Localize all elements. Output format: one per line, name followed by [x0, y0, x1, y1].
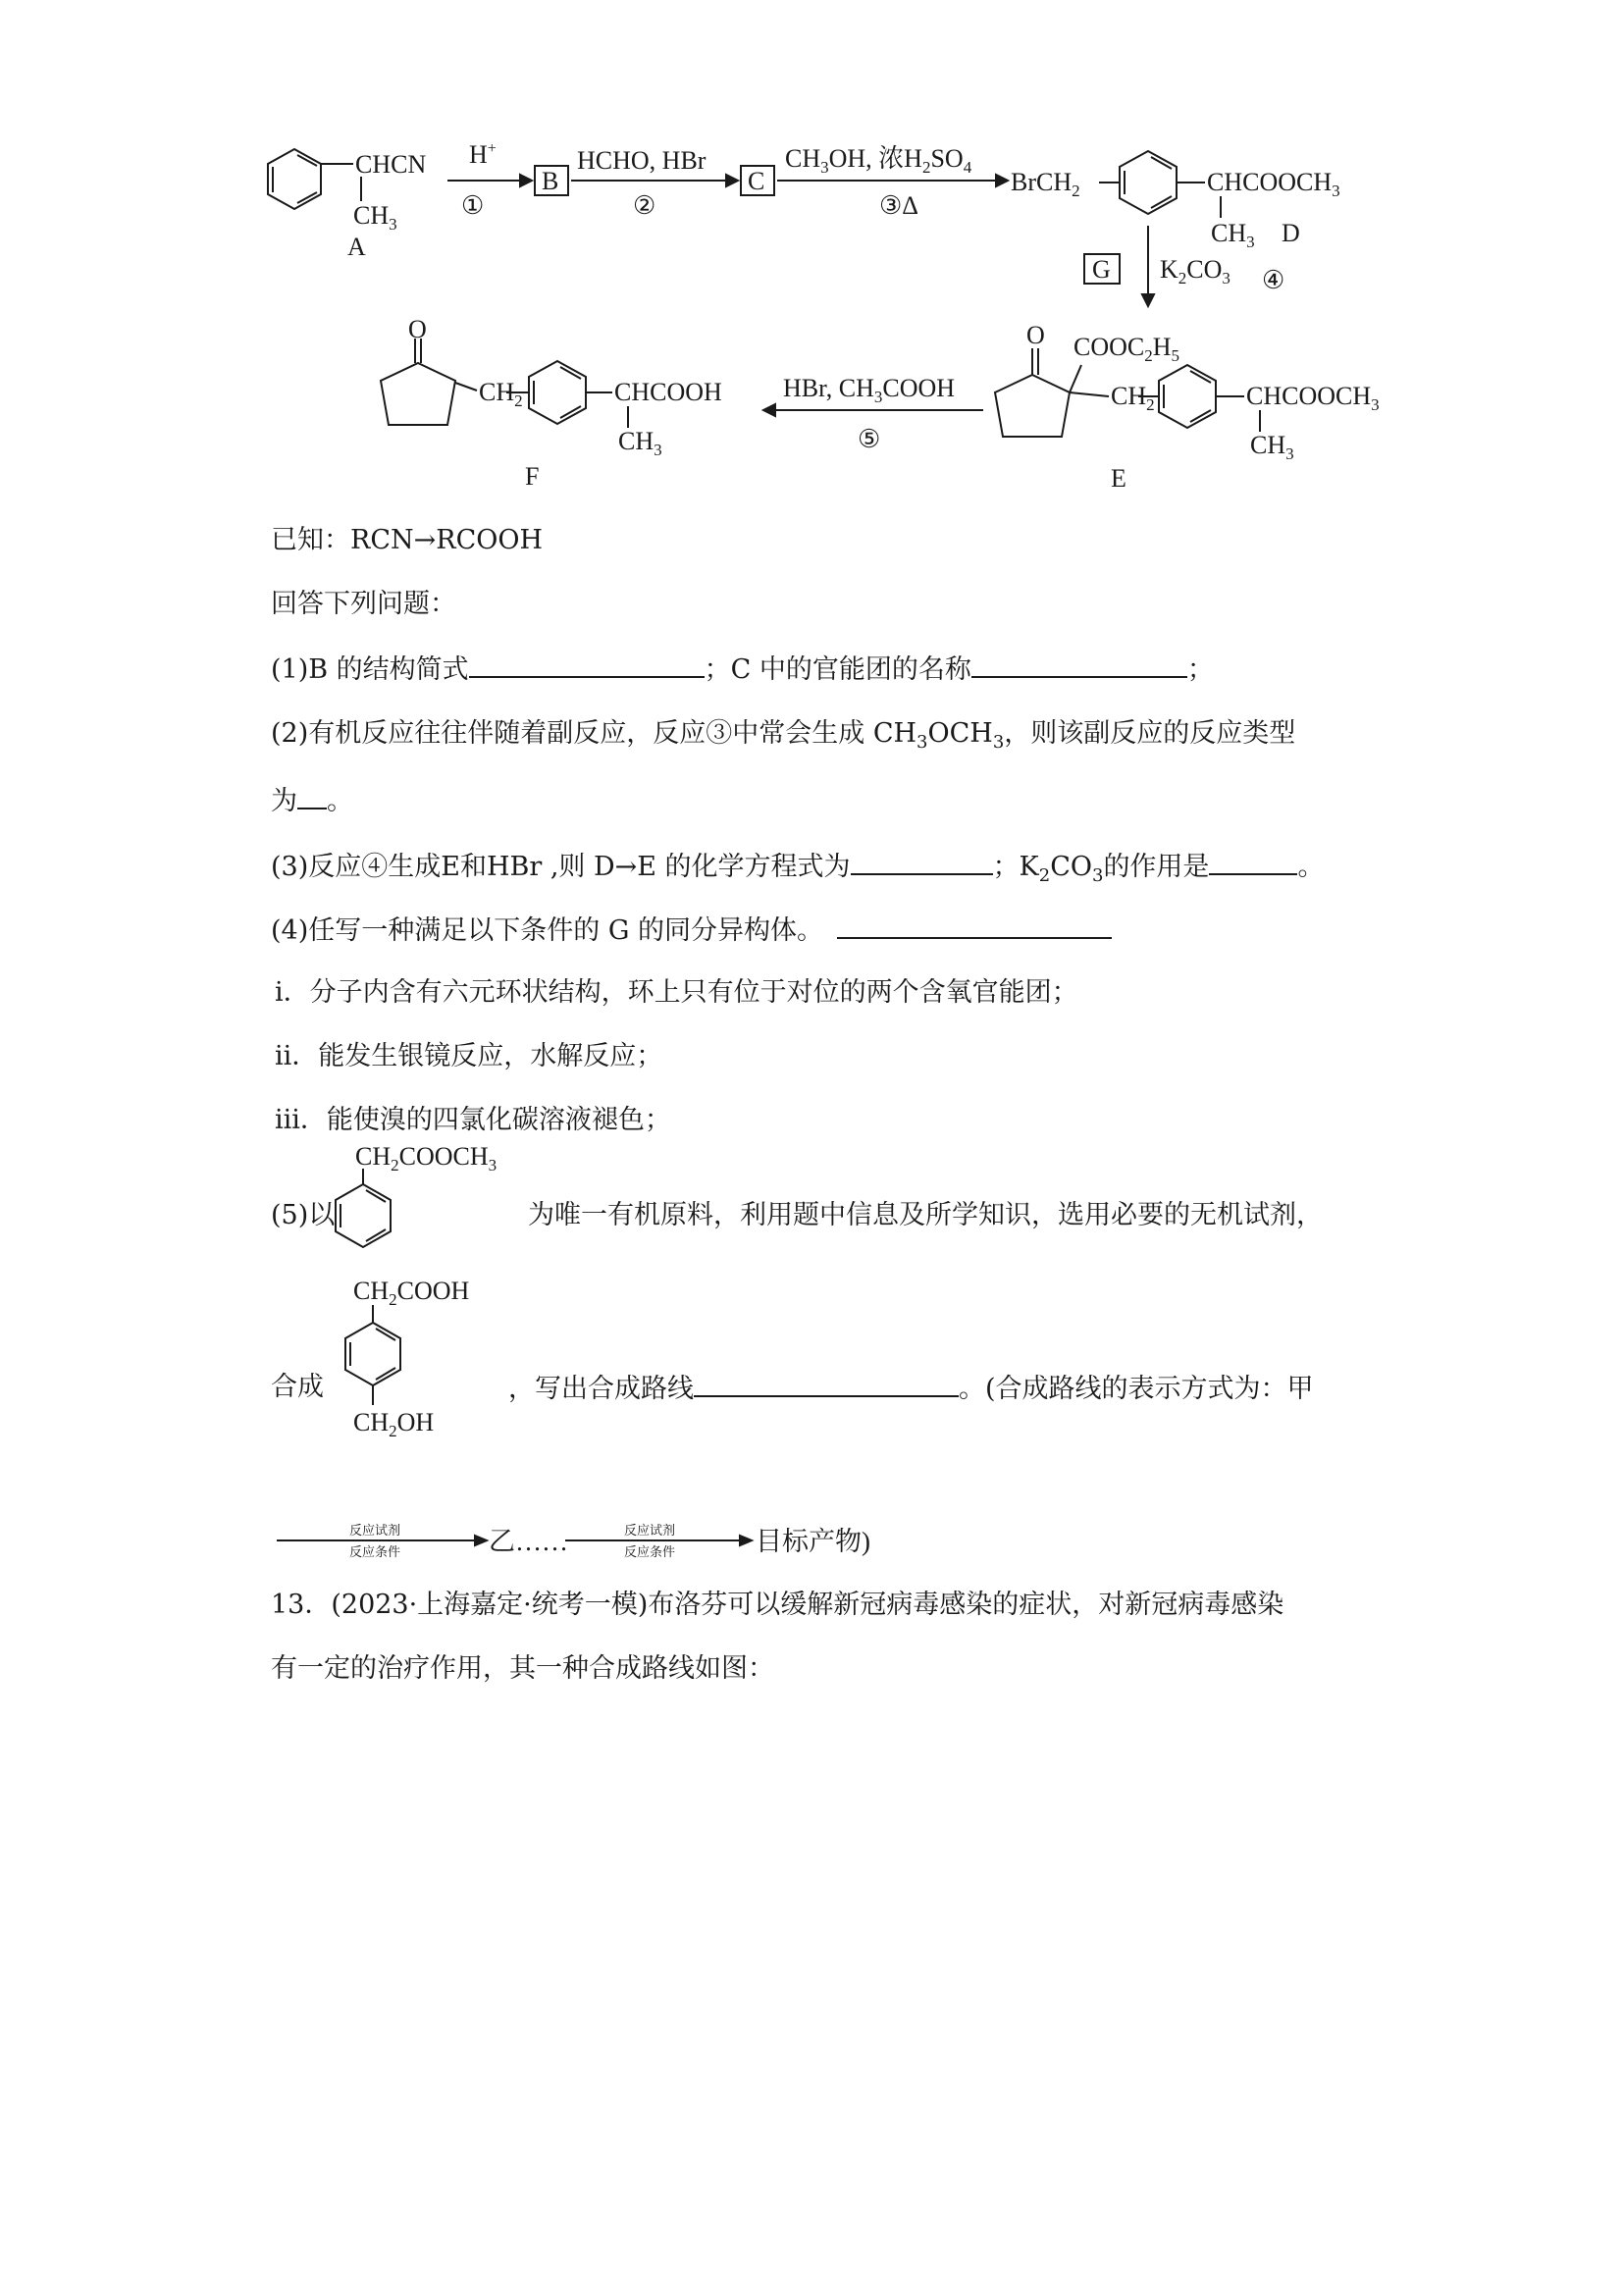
compound-a-methyl: $CH_3$ [353, 201, 397, 234]
answer-blank-4[interactable] [837, 912, 1112, 939]
step-5-reagent: HBr, $CH_3COOH$ [783, 374, 956, 406]
question-13-line-2: 有一定的治疗作用，其一种合成路线如图： [271, 1653, 774, 1684]
route-reagent-2: 反应试剂 [624, 1523, 676, 1538]
route-condition-1: 反应条件 [349, 1544, 401, 1559]
question-5-synth: 合成 [271, 1372, 324, 1402]
compound-e-ethyl-ester: $COOC_2H_5$ [1073, 333, 1180, 365]
question-5-text: 为唯一有机原料，利用题中信息及所学知识，选用必要的无机试剂， [528, 1200, 1323, 1230]
reaction-scheme [0, 0, 1623, 520]
question-13-line-1: 13．(2023·上海嘉定·统考一模)布洛芬可以缓解新冠病毒感染的症状，对新冠病毒感染 [271, 1590, 1284, 1620]
q5-starting-material-substituent: $CH_2COOCH_3$ [355, 1143, 497, 1174]
step-1-reagent: H+ [469, 140, 497, 169]
question-1: (1)B 的结构简式 ；C 中的官能团的名称 ； [271, 651, 1214, 688]
compound-f-carbonyl-oxygen: O [408, 315, 427, 343]
compound-f-methylene: $CH_2$ [479, 378, 523, 410]
compound-e-carbonyl-oxygen: O [1026, 321, 1045, 349]
compound-f-benzene-ring [529, 361, 586, 424]
route-intermediate: 乙…… [489, 1527, 568, 1556]
question-3: (3)反应④生成E和HBr ,则 D→E 的化学方程式为 ；$K_2CO_3$的作用是 。 [271, 848, 1324, 894]
compound-d-ester: $CHCOOCH_3$ [1207, 168, 1340, 200]
route-format [271, 1509, 958, 1568]
step-3-number: ③Δ [879, 191, 919, 220]
step-3-reagent: $CH_3OH$, 浓$H_2SO_4$ [785, 144, 972, 177]
q5-starting-material [324, 1143, 520, 1271]
route-condition-2: 反应条件 [624, 1544, 676, 1559]
step-5-number: ⑤ [858, 425, 881, 453]
compound-b-label: B [542, 167, 559, 195]
question-2-cont: 为 。 [271, 782, 353, 819]
answer-blank-5[interactable] [694, 1370, 959, 1397]
q5-product-top-substituent: $CH_2COOH$ [353, 1277, 470, 1309]
condition-3: ⅲ．能使溴的四氯化碳溶液褪色； [275, 1105, 671, 1135]
condition-2: ⅱ．能发生银镜反应，水解反应； [275, 1041, 663, 1071]
answer-prompt: 回答下列问题： [271, 589, 456, 619]
question-4: (4)任写一种满足以下条件的 G 的同分异构体。 [271, 912, 1112, 949]
compound-d-benzene-ring [1120, 151, 1177, 214]
compound-e-benzene-ring [1159, 365, 1216, 428]
compound-e-cyclopentane-ring [995, 375, 1070, 437]
step-1-number: ① [461, 191, 485, 220]
step-2-number: ② [633, 191, 656, 220]
route-target: 目标产物) [756, 1527, 870, 1556]
step-2-reagent: HCHO, HBr [577, 146, 707, 175]
compound-d-label: D [1282, 219, 1300, 247]
step-4-number: ④ [1262, 266, 1285, 294]
compound-d-methyl: $CH_3$ [1211, 219, 1255, 251]
q5-target-product [324, 1276, 540, 1462]
compound-e-methyl: $CH_3$ [1250, 431, 1294, 463]
compound-f-label: F [525, 462, 540, 491]
reagent-g-label: G [1092, 255, 1111, 284]
compound-f-cyclopentane-ring [381, 363, 455, 425]
step-4-reagent: $K_2CO_3$ [1160, 255, 1230, 287]
compound-c-label: C [748, 167, 765, 195]
compound-e-label: E [1111, 464, 1126, 493]
route-reagent-1: 反应试剂 [349, 1523, 401, 1538]
compound-e-ester: $CHCOOCH_3$ [1246, 382, 1380, 414]
compound-a-label: A [347, 233, 366, 261]
question-2: (2)有机反应往往伴随着副反应，反应③中常会生成 $CH_3OCH_3$，则该副反应的反应类型 [271, 718, 1296, 753]
answer-blank-2[interactable] [297, 782, 327, 809]
known-info: 已知：RCN→RCOOH [271, 525, 544, 555]
condition-1: ⅰ．分子内含有六元环状结构，环上只有位于对位的两个含氧官能团； [275, 977, 1078, 1008]
compound-a-benzene-ring [268, 149, 321, 209]
q5-product-bottom-substituent: $CH_2OH$ [353, 1408, 435, 1440]
compound-f-methyl: $CH_3$ [618, 427, 662, 459]
answer-blank-1a[interactable] [469, 651, 705, 678]
question-5-start: (5)以 [271, 1200, 336, 1230]
answer-blank-1b[interactable] [971, 651, 1187, 678]
answer-blank-3b[interactable] [1209, 848, 1297, 875]
compound-e-methylene: $CH_2$ [1111, 382, 1155, 414]
compound-d-bromomethyl: BrCH$_2$ [1011, 168, 1080, 200]
answer-blank-3a[interactable] [851, 848, 993, 875]
compound-a-side-chain: CHCN [355, 150, 427, 179]
question-5-route: ，写出合成路线 。(合成路线的表示方式为：甲 [508, 1370, 1314, 1407]
compound-f-acid: CHCOOH [614, 378, 722, 406]
